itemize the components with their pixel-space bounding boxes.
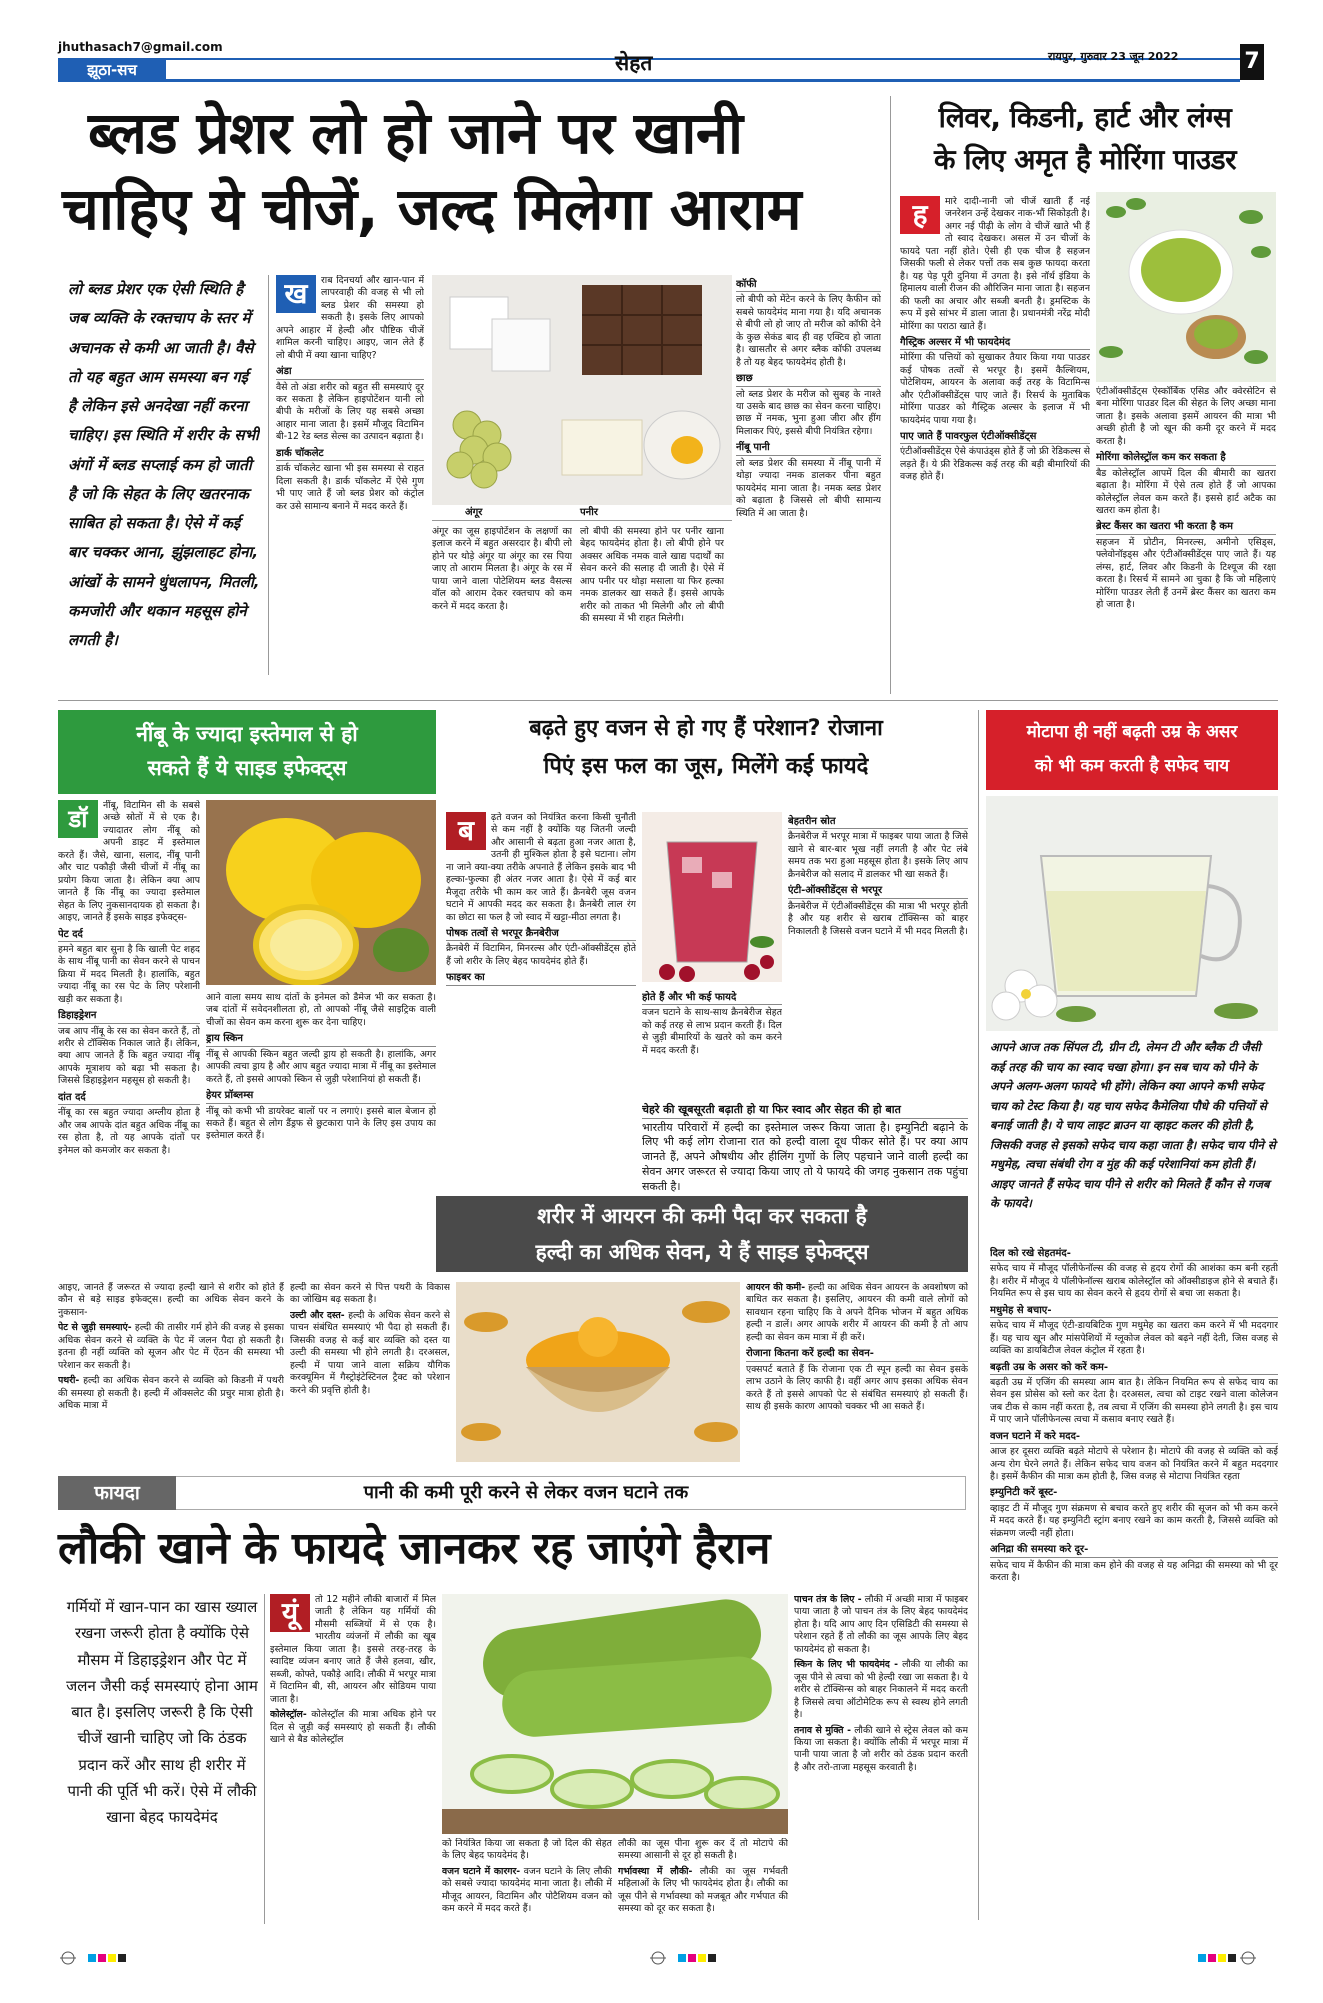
cranberry-col2-text: क्रैनबेरीज में भरपूर मात्रा में फाइबर पाया जाता है जिसे खाने से बार-बार भूख नहीं लगती है और पेट लंबे समय तक भरा हुआ महसूस होता है। इसके लिए आप क्रैनबेरीज को सलाद में डालकर भी खा सकते हैं।: [788, 831, 968, 880]
bp-col1: [276, 275, 424, 685]
bp-col4-text: लो बीपी को मेंटेन करने के लिए कैफीन को सबसे फायदेमंद माना गया है। यदि अचानक से बीपी लो हो जाए तो मरीज को कॉफी देने के कुछ सेकंड बाद ही वह एक्टिव हो जाता है। खासतौर से अगर ब्लैक कॉफी उपलब्ध है तो यह बेहद फायदेमंद होती है।: [736, 294, 881, 368]
lauki-sub-stress: तनाव से मुक्ति -: [794, 1724, 851, 1736]
lauki-sub-pregnancy: गर्भावस्था में लौकी-: [618, 1865, 693, 1877]
cranberry-col2c: [642, 988, 782, 1098]
cranberry-dropcap: ब: [446, 812, 486, 850]
white-tea-intro: आपने आज तक सिंपल टी, ग्रीन टी, लेमन टी और ब्लैक टी जैसी कई तरह की चाय का स्वाद चखा होगा। इन सब चाय को पीने के अपने अलग-अलग फायदे भी होंगे। लेकिन क्या आपने कभी सफेद चाय को टेस्ट किया है। यह चाय सफेद कैमेलिया पौधे की पत्तियों से बनाई जाती है। ये चाय लाइट ब्राउन या व्हाइट कलर की होती है, जिसकी वजह से इसको सफेद चाय कहा जाता है। सफेद चाय पीने से मधुमेह, त्वचा संबंधी रोग व मुंह की कई परेशानियां कम होती हैं। आइए जानते हैं सफेद चाय पीने से शरीर को मिलते हैं कौन से गजब के फायदे।: [990, 1040, 1276, 1211]
white-tea-headline-line1: मोटापा ही नहीं बढ़ती उम्र के असर: [1026, 722, 1238, 742]
turmeric-col2-text: हल्दी का सेवन करने से पित्त पथरी के विकास का जोखिम बढ़ सकता है।: [290, 1282, 450, 1306]
lemon-col2: [206, 992, 436, 1262]
lemon-col1b-text: हमने बहुत बार सुना है कि खाली पेट शहद के साथ नींबू पानी का सेवन करने से पाचन क्रिया में मदद मिलती है। हालांकि, बहुत ज्यादा नींबू का रस पेट के लिए परेशानी खड़ी कर सकता है।: [58, 943, 200, 1005]
turmeric-intro-text: भारतीय परिवारों में हल्दी का इस्तेमाल जरूर किया जाता है। इम्युनिटी बढ़ाने के लिए भी कई लोग रोजाना रात को हल्दी वाला दूध पीकर सोते हैं। पर क्या आप जानते हैं, अपने औषधीय और हीलिंग गुणों के लिए पहचाने जाने वाली हल्दी का सेवन अगर जरूरत से ज्यादा किया जाए तो ये फायदे की जगह नुकसान तक पहुंचा सकती है।: [642, 1120, 968, 1193]
bp-col4b-text: लो ब्लड प्रेशर के मरीज को सुबह के नाश्ते या उसके बाद छाछ का सेवन करना चाहिए। छाछ में नमक, भुना हुआ जीरा और हींग मिलाकर पिएं, इससे बीपी नियंत्रित रहेगा।: [736, 388, 881, 437]
bp-food-photo: [432, 275, 732, 505]
lauki-intro: गर्मियों में खान-पान का खास ख्याल रखना जरूरी होता है क्योंकि ऐसे मौसम में डिहाइड्रेशन और पेट में जलन जैसी कई समस्याएं होना आम बात है। इसलिए जरूरी है कि ऐसी चीजें खानी चाहिए जो कि ठंडक प्रदान करें और साथ ही शरीर में पानी की पूर्ति भी करें। ऐसे में लौकी खाना बेहद फायदेमंद: [66, 1598, 258, 1826]
cranberry-headline-line1: बढ़ते हुए वजन से हो गए हैं परेशान? रोजाना: [529, 716, 883, 741]
lauki-headline: लौकी खाने के फायदे जानकर रह जाएंगे हैरान: [58, 1523, 770, 1574]
turmeric-col2b-text: हल्दी के अधिक सेवन करने से पाचन संबंधित समस्याएं भी पैदा हो सकती हैं। जिसकी वजह से कई बार व्यक्ति को दस्त या उल्टी की समस्या भी होने लगती है। दरअसल, हल्दी में पाया जाने वाला सक्रिय यौगिक करक्यूमिन में गैस्ट्रोइंटेस्टिनल ट्रैक्ट को परेशान करने की प्रवृत्ति होती है।: [290, 1309, 450, 1396]
turmeric-sub-stone: पथरी-: [58, 1375, 80, 1387]
bp-sub-egg: अंडा: [276, 365, 424, 379]
bp-dropcap: ख: [276, 275, 316, 313]
turmeric-col2: [290, 1282, 450, 1462]
turmeric-col3-text: हल्दी का अधिक सेवन आयरन के अवशोषण को बाधित कर सकता है। इसलिए, आयरन की कमी वाले लोगों को सावधान रहना चाहिए कि वे अपने दैनिक भोजन में बहुत अधिक हल्दी न डालें। अगर आपके शरीर में आयरन की कमी है तो आप हल्दी का सेवन कम मात्रा में ही करें।: [746, 1282, 968, 1343]
white-tea-sub-immunity: इम्युनिटी करें बूस्ट-: [990, 1486, 1278, 1500]
cranberry-col2: [788, 812, 968, 1032]
lemon-sub-dry-skin: ड्राय स्किन: [206, 1032, 436, 1046]
white-tea-p5: व्हाइट टी में मौजूद गुण संक्रमण से बचाव करते हुए शरीर की सूजन को भी कम करने में मदद करते हैं। यह इम्युनिटी स्ट्रांग बनाए रखने का काम करती है, जिससे व्यक्ति को संक्रमण जल्दी नहीं होता।: [990, 1502, 1278, 1539]
lemon-col1d-text: नींबू का रस बहुत ज्यादा अम्लीय होता है और जब आपके दांत बहुत अधिक नींबू का रस होता है, तो यह आपके दांतों पर इनेमल को कमजोर कर सकता है।: [58, 1107, 200, 1156]
lemon-col2c-text: नींबू को कभी भी डायरेक्ट बालों पर न लगाएं। इससे बाल बेजान हो सकते हैं। बहुत से लोग डैंड्रफ से छुटकारा पाने के लिए इस उपाय का इस्तेमाल करते हैं।: [206, 1105, 436, 1142]
page-number: 7: [1240, 44, 1264, 80]
white-tea-sub-weight: वजन घटाने में करे मदद-: [990, 1430, 1278, 1444]
white-tea-p2: सफेद चाय में मौजूद एंटी-डायबिटिक गुण मधुमेह का खतरा कम करने में भी मददगार हैं। यह चाय खून और मांसपेशियों में ग्लूकोज लेवल को बढ़ने नहीं देती, जिस वजह से व्यक्ति का डायबिटीज लेवल कंट्रोल में रहता है।: [990, 1320, 1278, 1357]
bp-col1b-text: वैसे तो अंडा शरीर को बहुत सी समस्याएं दूर कर सकता है लेकिन हाइपोटेंशन यानी लो बीपी के मरीजों के लिए यह सबसे अच्छा आहार माना जाता है। इसमें मौजूद विटामिन बी-12 रेड ब्लड सेल्स का उत्पादन बढ़ाता है।: [276, 381, 424, 443]
horizontal-divider-1: [58, 700, 1278, 701]
dateline: रायपुर, गुरुवार 23 जून 2022: [1048, 50, 1179, 63]
moringa-sub-gastric: गैस्ट्रिक अल्सर में भी फायदेमंद: [900, 336, 1090, 350]
cranberry-col1b-text: क्रैनबेरी में विटामिन, मिनरल्स और एंटी-ऑक्सीडेंट्स होते हैं जो शरीर के लिए बेहद फायदेमंद होते हैं।: [446, 943, 636, 967]
lemon-col2-text: आने वाला समय साथ दांतों के इनेमल को डैमेज भी कर सकता है। जब दांतों में सवेदनशीलता हो, तो आपको नींबू जैसे साइट्रिक वाली चीजों का सेवन कम करना शुरू कर देना चाहिए।: [206, 992, 436, 1028]
moringa-sub-antioxidants: पाए जाते हैं पावरफुल एंटीऑक्सीडेंट्स: [900, 430, 1090, 444]
white-tea-sub-insomnia: अनिद्रा की समस्या करे दूर-: [990, 1543, 1278, 1557]
turmeric-intro-col: [642, 1100, 968, 1200]
bp-sub-buttermilk: छाछ: [736, 372, 881, 386]
lemon-col2b-text: नींबू से आपकी स्किन बहुत जल्दी ड्राय हो सकती है। हालांकि, अगर आपकी त्वचा ड्राय है और आप बहुत ज्यादा मात्रा में नींबू का इस्तेमाल करते हैं, तो इससे आपको स्किन से जुड़ी परेशानियां हो सकती हैं।: [206, 1048, 436, 1085]
cranberry-col2c-text: वजन घटाने के साथ-साथ क्रैनबेरीज सेहत को कई तरह से लाभ प्रदान करती हैं। दिल से जुड़ी बीमारियों के खतरे को कम करने में मदद करती हैं।: [642, 1007, 782, 1056]
turmeric-col1c-text: हल्दी का अधिक सेवन करने से व्यक्ति को किडनी में पथरी की समस्या हो सकती है। हल्दी में ऑक्सलेट की प्रचुर मात्रा होती है। अधिक मात्रा में: [58, 1375, 284, 1412]
lemon-col1: [58, 800, 200, 1280]
turmeric-col3: [746, 1282, 968, 1462]
lemon-headline-line1: नींबू के ज्यादा इस्तेमाल से हो: [136, 722, 358, 746]
lauki-strap: पानी की कमी पूरी करने से लेकर वजन घटाने तक: [363, 1482, 689, 1503]
lemon-sub-dehydration: डिहाइड्रेशन: [58, 1009, 200, 1023]
turmeric-sub-vomit: उल्टी और दस्त-: [290, 1309, 345, 1321]
masthead-email: jhuthasach7@gmail.com: [58, 40, 223, 54]
moringa-dropcap: ह: [900, 196, 940, 234]
cranberry-photo: [642, 812, 782, 982]
lauki-sub-weight: वजन घटाने में कारगर-: [442, 1865, 521, 1877]
lauki-col2-text: को नियंत्रित किया जा सकता है जो दिल की सेहत के लिए बेहद फायदेमंद है।: [442, 1838, 612, 1862]
cranberry-sub-antioxidants: एंटी-ऑक्सीडेंट्स से भरपूर: [788, 884, 968, 898]
cranberry-sub-benefits: होते हैं और भी कई फायदे: [642, 991, 782, 1005]
lauki-photo: [442, 1594, 788, 1834]
bp-col4c-text: लो ब्लड प्रेशर की समस्या में नींबू पानी में थोड़ा ज्यादा नमक डालकर पीना बहुत फायदेमंद माना जाता है। नमक ब्लड प्रेशर को बढ़ाता है जिससे लो बीपी सामान्य स्थिति में आ जाता है।: [736, 457, 881, 519]
lauki-col3b-text: लौकी का जूस गर्भवती महिलाओं के लिए भी फायदेमंद होता है। लौकी का जूस पीने से गर्भावस्था को मजबूत और गर्भपात की समस्या को दूर कर सकता है।: [618, 1865, 788, 1915]
turmeric-col1: [58, 1282, 284, 1462]
cranberry-headline-line2: पिएं इस फल का जूस, मिलेंगे कई फायदे: [543, 754, 869, 779]
lauki-sub-skin: स्किन के लिए भी फायदेमंद -: [794, 1659, 899, 1671]
lauki-dropcap: यूं: [270, 1594, 310, 1632]
white-tea-headline-line2: को भी कम करती है सफेद चाय: [1034, 756, 1230, 776]
lauki-col1: [270, 1594, 436, 1924]
bp-divider: [268, 275, 269, 675]
lemon-col1c-text: जब आप नींबू के रस का सेवन करते हैं, तो शरीर से टॉक्सिक निकाल जाते हैं। लेकिन, क्या आप जानते हैं कि बहुत ज्यादा नींबू आपके मूत्राशय को बढ़ा भी सकता है। जिससे डिहाइड्रेशन महसूस हो सकती है।: [58, 1025, 200, 1087]
turmeric-col1-text: आइए, जानते हैं जरूरत से ज्यादा हल्दी खाने से शरीर को होते हैं कौन से बड़े साइड इफेक्ट्स। हल्दी का अधिक सेवन करने के नुकसान-: [58, 1282, 284, 1318]
turmeric-sub-stomach: पेट से जुड़ी समस्याएं-: [58, 1322, 132, 1334]
lauki-sub-cholesterol: कोलेस्ट्रॉल-: [270, 1709, 307, 1721]
turmeric-intro-head: चेहरे की खूबसूरती बढ़ाती हो या फिर स्वाद और सेहत की हो बात: [642, 1103, 968, 1119]
lemon-sub-teeth: दांत दर्द: [58, 1091, 200, 1105]
lauki-col2: [442, 1838, 612, 1924]
turmeric-headline-line2: हल्दी का अधिक सेवन, ये हैं साइड इफेक्ट्स: [535, 1240, 869, 1264]
bp-headline-line1: ब्लड प्रेशर लो हो जाने पर खानी: [88, 99, 743, 167]
white-tea-p4: आज हर दूसरा व्यक्ति बढ़ते मोटापे से परेशान है। मोटापे की वजह से व्यक्ति को कई अन्य रोग घेरने लगते हैं। लेकिन सफेद चाय वजन को नियंत्रित करने में बहुत मददगार है। इसमें कैफीन की मात्रा कम होती है, जिस वजह से मोटापा नियंत्रित रहता: [990, 1446, 1278, 1482]
bp-col2: अंगूर का जूस हाइपोटेंशन के लक्षणों का इलाज करने में बहुत असरदार है। बीपी लो होने पर थोड़े अंगूर या अंगूर का रस पिया जाए तो आराम मिलता है। अंगूर के रस में पाया जाने वाला पोटेशियम ब्लड वैसल्स वॉल को आराम देकर रक्तचाप को कम करने में मदद करता है।: [432, 526, 572, 612]
footer-register-marks: [58, 1948, 1278, 1968]
white-tea-p1: सफेद चाय में मौजूद पॉलीफेनॉल्स की वजह से हृदय रोगों की आशंका कम बनी रहती है। शरीर में मौजूद ये पॉलीफेनॉल्स खराब कोलेस्ट्रॉल को ऑक्सीडाइज होने से बचाते हैं। नियमित रूप से इस चाय का सेवन करने से हृदय रोगों से बचा जा सकता है।: [990, 1263, 1278, 1300]
lemon-sub-stomach: पेट दर्द: [58, 928, 200, 942]
bp-col1-text: राब दिनचर्या और खान-पान में लापरवाही की वजह से भी लो ब्लड प्रेशर की समस्या हो सकती है। इसके लिए आपको अपने आहार में हेल्दी और पौष्टिक चीजें शामिल करनी चाहिए। आइए, जान लेते हैं लो बीपी में क्या खाना चाहिए?: [276, 275, 424, 361]
turmeric-col3b-text: एक्सपर्ट बताते हैं कि रोजाना एक टी स्पून हल्दी का सेवन इसके लाभ उठाने के लिए काफी है। वहीं अगर आप इसका अधिक सेवन करते हैं तो इससे आपको पेट से संबंधित समस्याएं हो सकती हैं। साथ ही इसके कारण आपको चक्कर भी आ सकते हैं।: [746, 1363, 968, 1413]
cranberry-sub-fiber-source: बेहतरीन स्रोत: [788, 815, 968, 829]
bp-label-grapes: अंगूर: [465, 507, 483, 518]
white-tea-sub-diabetes: मधुमेह से बचाए-: [990, 1304, 1278, 1318]
lauki-col3: [618, 1838, 788, 1924]
bp-col1c-text: डार्क चॉकलेट खाना भी इस समस्या से राहत दिला सकती है। डार्क चॉकलेट में ऐसे गुण भी पाए जाते हैं जो ब्लड प्रेशर को कंट्रोल कर उसे सामान्य बनाने में मदद करते हैं।: [276, 463, 424, 512]
bp-headline-line2: चाहिए ये चीजें, जल्द मिलेगा आराम: [62, 175, 802, 243]
turmeric-sub-iron: आयरन की कमी-: [746, 1282, 806, 1293]
lemon-sub-hair: हेयर प्रॉब्लम्स: [206, 1089, 436, 1103]
bp-label-paneer: पनीर: [580, 507, 598, 518]
white-tea-photo: [986, 796, 1278, 1031]
bp-sub-lemon-water: नींबू पानी: [736, 441, 881, 455]
lauki-col4b-text: लौकी या लौकी का जूस पीने से त्वचा को भी हेल्दी रखा जा सकता है। ये शरीर से टॉक्सिन्स को बाहर निकालने में मदद करती है जिससे त्वचा ऑटोमेटिक रूप से स्वस्थ होने लगती है।: [794, 1659, 968, 1721]
cranberry-col2b-text: क्रैनबेरीज में एंटीऑक्सीडेंट्स की मात्रा भी भरपूर होती है और यह शरीर से खराब टॉक्सिन्स को बाहर निकालती है जिससे वजन घटाने में भी मदद मिलती है।: [788, 900, 968, 937]
white-tea-sub-heart: दिल को रखे सेहतमंद-: [990, 1247, 1278, 1261]
moringa-col1c-text: एंटीऑक्सीडेंट्स ऐसे कंपाउंड्स होते हैं जो फ्री रेडिकल्स से लड़ते हैं। ये फ्री रेडिकल्स कई तरह की बड़ी बीमारियों की वजह होते हैं।: [900, 446, 1090, 483]
white-tea-p3: बढ़ती उम्र में एजिंग की समस्या आम बात है। लेकिन नियमित रूप से सफेद चाय का सेवन इस प्रोसेस को स्लो कर देता है। दरअसल, त्वचा को टाइट रखने वाला कोलेजन जब टीक से काम नहीं करता है, तब त्वचा में एजिंग की समस्या होने लगती है। इस चाय में पाए जाने पॉलीफेनल्स त्वचा में कसाव बनाए रखते हैं।: [990, 1376, 1278, 1426]
lauki-col2b-text: वजन घटाने के लिए लौकी को सबसे ज्यादा फायदेमंद माना जाता है। लौकी में मौजूद आयरन, विटामिन और पोटैशियम वजन को कम करने में मदद करते हैं।: [442, 1865, 612, 1915]
lauki-sub-digestion: पाचन तंत्र के लिए -: [794, 1594, 862, 1605]
lauki-col1-text: तो 12 महीने लौकी बाजारों में मिल जाती है लेकिन यह गर्मियों की मौसमी सब्जियों में से एक है। भारतीय व्यंजनों में लौकी का खूब इस्तेमाल किया जाता है। इससे तरह-तरह के स्वादिष्ट व्यंजन बनाए जाते हैं जैसे हलवा, खीर, सब्जी, कोफ्ते, पकौड़े आदि। लौकी में भरपूर मात्रा में विटामिन बी, सी, आयरन और सोडियम पाया जाता है।: [270, 1594, 436, 1705]
lemon-headline-line2: सकते हैं ये साइड इफेक्ट्स: [147, 756, 347, 780]
turmeric-headline-line1: शरीर में आयरन की कमी पैदा कर सकता है: [537, 1204, 867, 1228]
lemon-col1-text: नींबू, विटामिन सी के सबसे अच्छे स्रोतों में से एक है। ज्यादातर लोग नींबू को अपनी डाइट में इस्तेमाल करते हैं। जैसे, खाना, सलाद, नींबू पानी और चाट पकौड़ी जैसी चीजों में नींबू का प्रयोग किया जाता है। लेकिन क्या आप जानते हैं कि नींबू का ज्यादा इस्तेमाल सेहत के लिए नुकसानदायक हो सकता है। आइए, जानते हैं इसके साइड इफेक्ट्स-: [58, 800, 200, 924]
moringa-col2: [1096, 386, 1276, 690]
cranberry-col1: [446, 812, 636, 1102]
moringa-col1-text: मारे दादी-नानी जो चीजें खाती हैं नई जनरेशन उन्हें देखकर नाक-भौं सिकोड़ती है। अगर नई पीढ़ी के लोग वे चीजें खाते भी हैं तो स्वाद देखकर। असल में उन चीजों के फायदे पता नहीं होते। ऐसी ही एक चीज है सहजन जिसकी फली से लेकर पत्तों तक सब कुछ फायदा करता है। यह पेड़ पूरी दुनिया में उगता है। इसे नॉर्थ इंडिया के हिमालय वाली रीजन की औरिजिन माना जाता है। सहजन की फली का अचार और सब्जी बनती है। ड्रमस्टिक के रूप में इसे सांभर में डाला जाता है। प्रधानमंत्री नरेंद्र मोदी मोरिंगा का पराठा खाते हैं।: [900, 196, 1090, 332]
lauki-col1b-text: कोलेस्ट्रॉल की मात्रा अधिक होने पर दिल से जुड़ी कई समस्याएं हो सकती हैं। लौकी खाने से बैड कोलेस्ट्रॉल: [270, 1709, 436, 1745]
lemon-dropcap: डॉ: [58, 800, 98, 838]
cranberry-sub-nutrients: पोषक तत्वों से भरपूर क्रैनबेरीज: [446, 927, 636, 941]
moringa-col2b-text: बैड कोलेस्ट्रॉल आपमें दिल की बीमारी का खतरा बढ़ाता है। मोरिंगा में ऐसे तत्व होते हैं जो आपका कोलेस्ट्रॉल लेवल कम करते हैं। इससे हार्ट अटैक का खतरा कम होता है।: [1096, 467, 1276, 517]
lauki-col4: [794, 1594, 968, 1924]
moringa-col1b-text: मोरिंगा की पत्तियों को सुखाकर तैयार किया गया पाउडर कई पोषक तत्वों से भरपूर है। इसमें कैल्शियम, पोटेशियम, आयरन के अलावा कई तरह के विटामिन्स और एंटीऑक्सीडेंट्स पाए जाते हैं। रिसर्च के मुताबिक मोरिंगा पाउडर को गैस्ट्रिक अल्सर के इलाज में भी फायदेमंद पाया गया है।: [900, 352, 1090, 426]
moringa-sub-cholesterol: मोरिंगा कोलेस्ट्रॉल कम कर सकता है: [1096, 451, 1276, 465]
section-title: सेहत: [615, 51, 653, 75]
moringa-col2-text: एंटीऑक्सीडेंट्स ऐस्कॉर्बिक एसिड और क्वेरसेटिन से बना मोरिंगा पाउडर दिल की सेहत के लिए अच्छा माना जाता है। इसके अलावा इसमें आयरन की मात्रा भी अच्छी होती है जो खून की कमी दूर करने में मदद करता है।: [1096, 386, 1276, 447]
moringa-sub-cancer: ब्रेस्ट कैंसर का खतरा भी करता है कम: [1096, 520, 1276, 534]
bp-col4: [736, 275, 881, 685]
bp-sub-chocolate: डार्क चॉकलेट: [276, 447, 424, 461]
lauki-col3-text: लौकी का जूस पीना शुरू कर दें तो मोटापे की समस्या आसानी से दूर हो सकती है।: [618, 1838, 788, 1862]
moringa-headline-line2: के लिए अमृत है मोरिंगा पाउडर: [933, 143, 1237, 176]
lauki-tag: फायदा: [58, 1476, 176, 1510]
turmeric-photo: [456, 1282, 740, 1462]
white-tea-p6: सफेद चाय में कैफीन की मात्रा कम होने की वजह से यह अनिद्रा की समस्या को भी दूर करता है।: [990, 1559, 1278, 1584]
lauki-col4c-text: लौकी खाने से स्ट्रेस लेवल को कम किया जा सकता है। क्योंकि लौकी में भरपूर मात्रा में पानी पाया जाता है जो शरीर को ठंडक प्रदान करती है और तरो-ताजा महसूस करवाती है।: [794, 1724, 968, 1773]
cranberry-col1-text: ढ़ते वजन को नियंत्रित करना किसी चुनौती से कम नहीं है क्योंकि यह जितनी जल्दी और आसानी से बढ़ता हुआ नजर आता है, उतनी ही मुश्किल होता है इसे घटाना। लोग ना जाने क्या-क्या तरीके अपनाते हैं लेकिन इसके बाद भी हल्का-फुल्का ही अंतर नजर आता है। ऐसे में कई बार मैजूदा तरीके भी काम कर जाते हैं। क्रैनबेरी जूस वजन घटाने में आपकी मदद कर सकता है। क्रैनबेरी लाल रंग का छोटा सा फल है जो स्वाद में खट्टा-मीठा लगता है।: [446, 812, 636, 923]
cranberry-sub-fiber: फाइबर का: [446, 971, 636, 985]
bp-intro: लो ब्लड प्रेशर एक ऐसी स्थिति है जब व्यक्ति के रक्तचाप के स्तर में अचानक से कमी आ जाती है। वैसे तो यह बहुत आम समस्या बन गई है लेकिन इसे अनदेखा नहीं करना चाहिए। इस स्थिति में शरीर के सभी अंगों में ब्लड सप्लाई कम हो जाती है जो कि सेहत के लिए खतरनाक साबित हो सकता है। ऐसे में कई बार चक्कर आना, झुंझलाहट होना, आंखों के सामने धुंधलापन, मितली, कमजोरी और थकान महसूस होने लगती है।: [68, 280, 260, 649]
masthead-brand: झूठा-सच: [58, 58, 166, 82]
lemon-photo: [206, 800, 436, 985]
turmeric-col1b-text: हल्दी की तासीर गर्म होने की वजह से इसका अधिक सेवन करने से व्यक्ति के पेट में जलन पैदा हो सकती है। इतना ही नहीं व्यक्ति को सूजन और पेट में ऐंठन की समस्या भी परेशान कर सकती है।: [58, 1322, 284, 1371]
bp-sub-coffee: कॉफी: [736, 278, 881, 292]
vertical-divider-top: [890, 96, 891, 694]
moringa-col2c-text: सहजन में प्रोटीन, मिनरल्स, अमीनो एसिड्स, फ्लेवोनॉइड्स और एंटीऑक्सीडेंट्स पाए जाते हैं। यह लंग्स, हार्ट, लिवर और किडनी के टिश्यूज की रक्षा करता है। रिसर्च में सामने आ चुका है कि जो महिलाएं मोरिंगा पाउडर लेती हैं उनमें ब्रेस्ट कैंसर का खतरा कम हो जाता है।: [1096, 536, 1276, 611]
moringa-headline-line1: लिवर, किडनी, हार्ट और लंग्स: [938, 101, 1232, 134]
white-tea-body: [990, 1244, 1278, 1920]
moringa-col1: [900, 196, 1090, 690]
vertical-divider-mid: [978, 710, 979, 1920]
moringa-photo: [1096, 192, 1276, 382]
turmeric-sub-amount: रोजाना कितना करें हल्दी का सेवन-: [746, 1347, 968, 1361]
lauki-col4-text: लौकी में अच्छी मात्रा में फाइबर पाया जाता है जो पाचन तंत्र के लिए बेहद फायदेमंद होता है। यदि आप आए दिन एसिडिटी की समस्या से परेशान रहते हैं तो लौकी का जूस आपके लिए बेहद फायदेमंद हो सकता है।: [794, 1594, 968, 1655]
bp-label-rule: [432, 520, 732, 521]
bp-col3: लो बीपी की समस्या होने पर पनीर खाना बेहद फायदेमंद होता है। लो बीपी होने पर अक्सर अधिक नमक वाले खाद्य पदार्थों का सेवन करने की सलाह दी जाती है। ऐसे में आप पनीर पर थोड़ा मसाला या फिर हल्का नमक डालकर खा सकते हैं। इससे आपके शरीर को ताकत भी मिलेगी और लो बीपी की समस्या में भी राहत मिलेगी।: [580, 526, 724, 625]
lauki-divider: [264, 1594, 265, 1924]
white-tea-sub-age: बढ़ती उम्र के असर को करें कम-: [990, 1361, 1278, 1375]
